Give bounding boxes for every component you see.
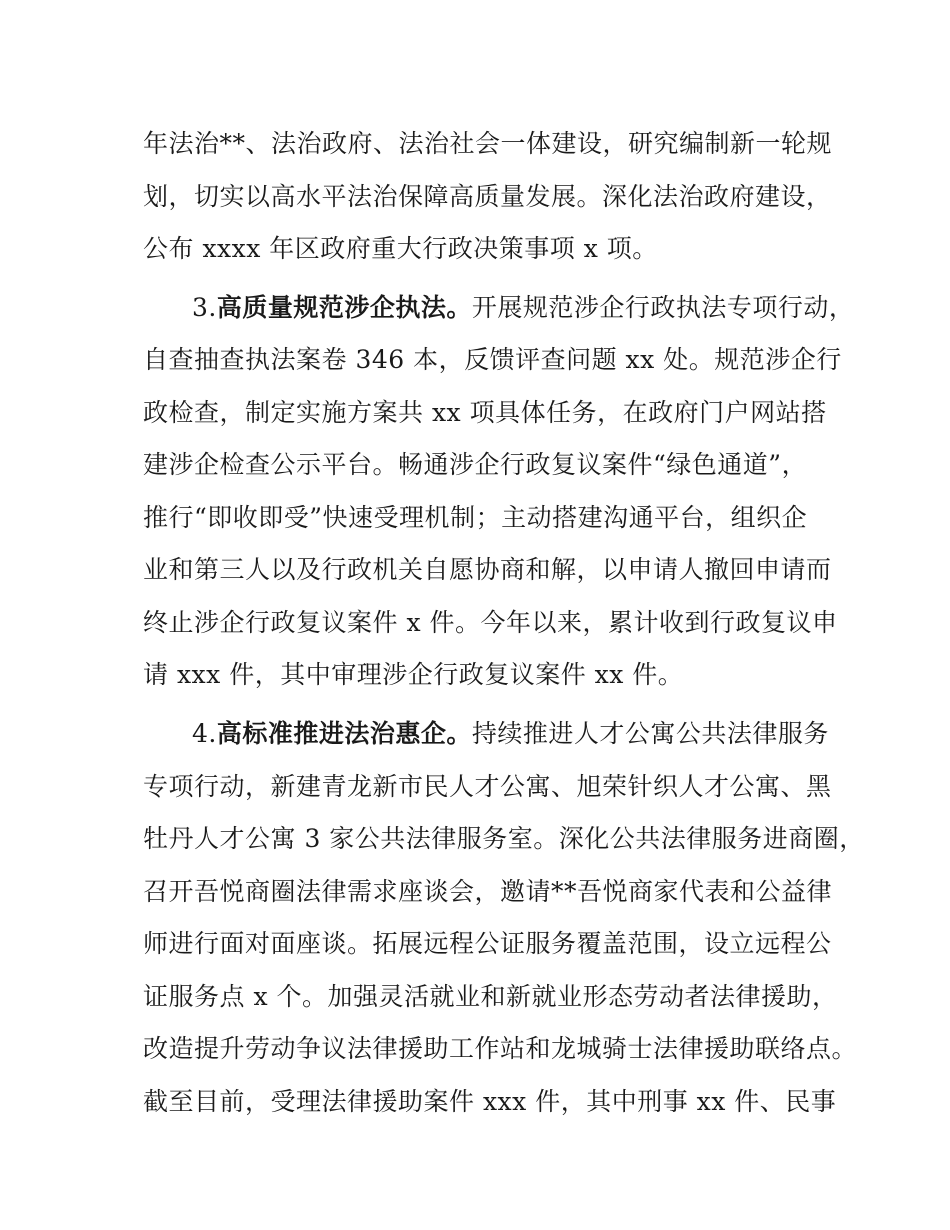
text-line: 终止涉企行政复议案件 x 件。今年以来，累计收到行政复议申 — [143, 608, 838, 637]
text-line: 公布 xxxx 年区政府重大行政决策事项 x 项。 — [143, 234, 658, 263]
text-line: 牡丹人才公寓 3 家公共法律服务室。深化公共法律服务进商圈， — [143, 824, 865, 853]
text-line: 请 xxx 件，其中审理涉企行政复议案件 xx 件。 — [143, 660, 684, 689]
text-line: 召开吾悦商圈法律需求座谈会，邀请**吾悦商家代表和公益律 — [143, 877, 833, 906]
text-line: 自查抽查执法案卷 346 本，反馈评查问题 xx 处。规范涉企行 — [143, 345, 842, 374]
text-line: 证服务点 x 个。加强灵活就业和新就业形态劳动者法律援助， — [143, 982, 838, 1011]
text-span: 开展规范涉企行政执法专项行动， — [471, 293, 855, 322]
section-heading: 高标准推进法治惠企。 — [216, 719, 472, 748]
text-line: 建涉企检查公示平台。畅通涉企行政复议案件“绿色通道”， — [143, 450, 808, 479]
section-number: 4. — [192, 719, 217, 748]
text-line: 划，切实以高水平法治保障高质量发展。深化法治政府建设， — [143, 182, 832, 211]
text-span: 持续推进人才公寓公共法律服务 — [471, 719, 829, 748]
section-number: 3. — [192, 293, 217, 322]
text-line: 推行“即收即受”快速受理机制；主动搭建沟通平台，组织企 — [143, 503, 808, 532]
section-heading: 高质量规范涉企执法。 — [216, 293, 472, 322]
text-line: 年法治**、法治政府、法治社会一体建设，研究编制新一轮规 — [143, 129, 833, 158]
text-line: 截至目前，受理法律援助案件 xxx 件，其中刑事 xx 件、民事 — [143, 1087, 837, 1116]
text-line: 专项行动，新建青龙新市民人才公寓、旭荣针织人才公寓、黑 — [143, 772, 832, 801]
text-line: 业和第三人以及行政机关自愿协商和解，以申请人撤回申请而 — [143, 555, 832, 584]
text-line: 师进行面对面座谈。拓展远程公证服务覆盖范围，设立远程公 — [143, 929, 832, 958]
paragraph-first-line — [192, 291, 854, 325]
text-line: 政检查，制定实施方案共 xx 项具体任务，在政府门户网站搭 — [143, 398, 827, 427]
paragraph-first-line — [192, 717, 829, 751]
text-line: 改造提升劳动争议法律援助工作站和龙城骑士法律援助联络点。 — [143, 1034, 858, 1063]
